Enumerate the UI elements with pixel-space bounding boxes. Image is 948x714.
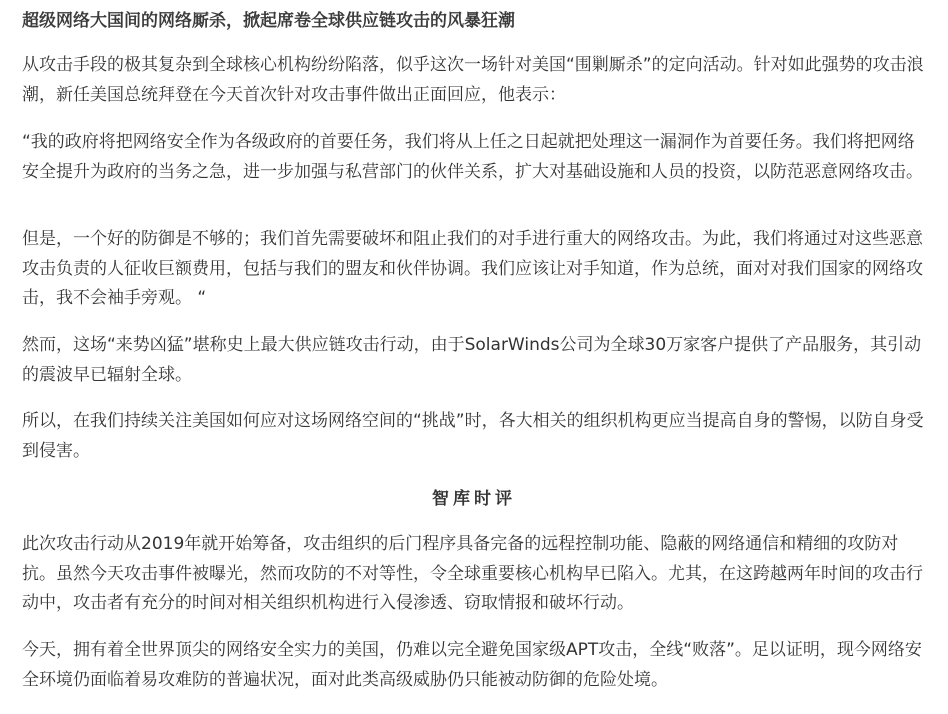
commentary-paragraph-2: 今天，拥有着全世界顶尖的网络安全实力的美国，仍难以完全避免国家级APT攻击，全线“败落”。足以证明，现今网络安全环境仍面临着易攻难防的普遍状况，面对此类高级威胁仍只能被动防御的危险处境。 bbox=[22, 640, 922, 690]
paragraph-intro: 从攻击手段的极其复杂到全球核心机构纷纷陷落，似乎这次一场针对美国“围剿厮杀”的定向活动。针对如此强势的攻击浪潮，新任美国总统拜登在今天首次针对攻击事件做出正面回应，他表示： bbox=[22, 55, 924, 105]
section-title: 智库时评 bbox=[432, 489, 516, 509]
commentary-paragraph-1: 此次攻击行动从2019年就开始筹备，攻击组织的后门程序具备完备的远程控制功能、隐蔽的网络通信和精细的攻防对抗。虽然今天攻击事件被曝光，然而攻防的不对等性，令全球重要核心机构早已陷入。尤其，在这跨越两年时间的攻击行动中，攻击者有充分的时间对相关组织机构进行入侵渗透、窃取情报和破坏行动。 bbox=[22, 534, 923, 613]
quote-paragraph-1: “我的政府将把网络安全作为各级政府的首要任务，我们将从上任之日起就把处理这一漏洞作为首要任务。我们将把网络安全提升为政府的当务之急，进一步加强与私营部门的伙伴关系，扩大对基础设施和人员的投资，以防范恶意网络攻击。 bbox=[22, 132, 923, 182]
article-heading: 超级网络大国间的网络厮杀，掀起席卷全球供应链攻击的风暴狂潮 bbox=[22, 11, 515, 31]
quote-paragraph-2: 但是，一个好的防御是不够的；我们首先需要破坏和阻止我们的对手进行重大的网络攻击。为此，我们将通过对这些恶意攻击负责的人征收巨额费用，包括与我们的盟友和伙伴协调。我们应该让对手知道，作为总统，面对对我们国家的网络攻击，我不会袖手旁观。 “ bbox=[22, 229, 923, 308]
paragraph-vigilance: 所以，在我们持续关注美国如何应对这场网络空间的“挑战”时，各大相关的组织机构更应当提高自身的警惕，以防自身受到侵害。 bbox=[22, 411, 924, 461]
paragraph-solarwinds: 然而，这场“来势凶猛”堪称史上最大供应链攻击行动，由于SolarWinds公司为全球30万家客户提供了产品服务，其引动的震波早已辐射全球。 bbox=[22, 335, 922, 385]
